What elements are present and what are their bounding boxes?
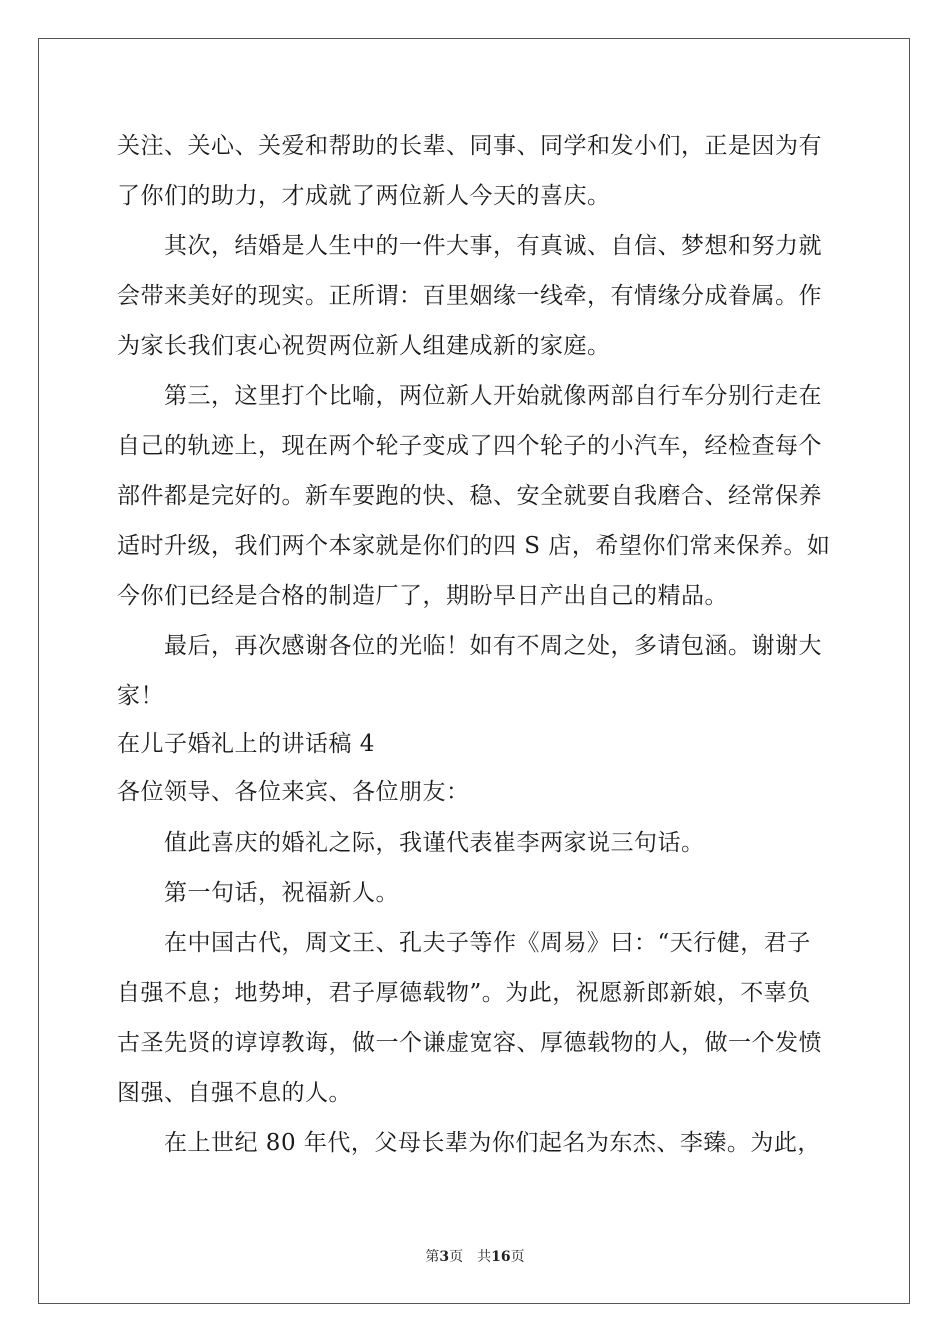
page-suffix: 页 xyxy=(510,1249,525,1265)
text-line: 关注、关心、关爱和帮助的长辈、同事、同学和发小们，正是因为有 xyxy=(117,133,822,159)
text-line: 适时升级，我们两个本家就是你们的四 S 店，希望你们常来保养。如 xyxy=(117,533,831,559)
paragraph-start: 最后，再次感谢各位的光临！如有不周之处，多请包涵。谢谢大 xyxy=(164,633,822,659)
section-title: 在儿子婚礼上的讲话稿 4 xyxy=(117,731,375,757)
page-mid: 页 共 xyxy=(449,1249,492,1265)
text-line: 图强、自强不息的人。 xyxy=(117,1080,352,1106)
page-prefix: 第 xyxy=(425,1249,440,1265)
paragraph-start: 第一句话，祝福新人。 xyxy=(164,880,399,906)
text-line: 为家长我们衷心祝贺两位新人组建成新的家庭。 xyxy=(117,333,611,359)
text-line: 今你们已经是合格的制造厂了，期盼早日产出自己的精品。 xyxy=(117,583,728,609)
text-line: 了你们的助力，才成就了两位新人今天的喜庆。 xyxy=(117,183,611,209)
page-footer xyxy=(0,1246,950,1266)
text-line: 家！ xyxy=(117,683,164,709)
text-line: 自强不息；地势坤，君子厚德载物”。为此，祝愿新郎新娘，不辜负 xyxy=(117,980,811,1006)
paragraph-start: 其次，结婚是人生中的一件大事，有真诚、自信、梦想和努力就 xyxy=(164,233,822,259)
paragraph-start: 在中国古代，周文王、孔夫子等作《周易》曰：“天行健，君子 xyxy=(164,930,811,956)
paragraph-start: 值此喜庆的婚礼之际，我谨代表崔李两家说三句话。 xyxy=(164,830,705,856)
text-line: 自己的轨迹上，现在两个轮子变成了四个轮子的小汽车，经检查每个 xyxy=(117,433,822,459)
paragraph-start: 在上世纪 80 年代，父母长辈为你们起名为东杰、李臻。为此， xyxy=(164,1130,821,1156)
page-current: 3 xyxy=(439,1249,450,1265)
page-total: 16 xyxy=(491,1249,511,1265)
text-line: 古圣先贤的谆谆教诲，做一个谦虚宽容、厚德载物的人，做一个发愤 xyxy=(117,1030,822,1056)
text-line: 部件都是完好的。新车要跑的快、稳、安全就要自我磨合、经常保养 xyxy=(117,483,822,509)
paragraph-start: 第三，这里打个比喻，两位新人开始就像两部自行车分别行走在 xyxy=(164,383,822,409)
text-line: 会带来美好的现实。正所谓：百里姻缘一线牵，有情缘分成眷属。作 xyxy=(117,283,822,309)
salutation: 各位领导、各位来宾、各位朋友： xyxy=(117,779,470,805)
